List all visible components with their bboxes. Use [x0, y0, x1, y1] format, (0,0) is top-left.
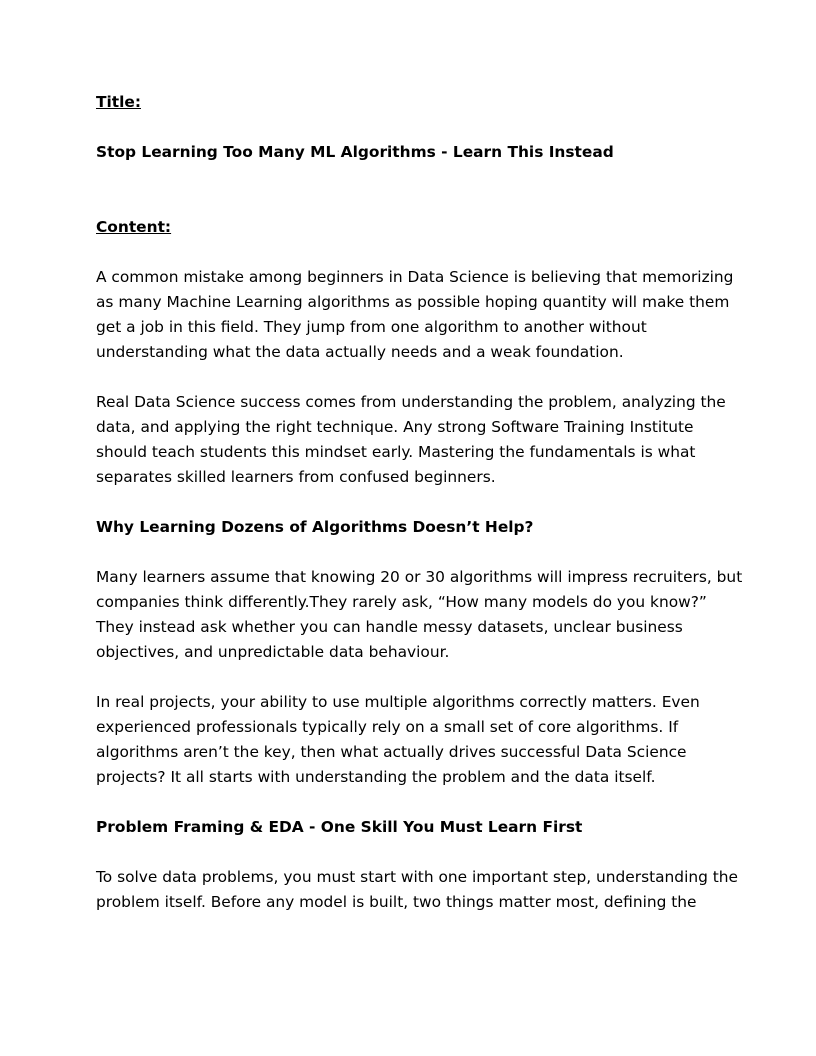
paragraph-line: A common mistake among beginners in Data Science is believing that memorizing	[96, 268, 734, 286]
paragraph-line: projects? It all starts with understanding the problem and the data itself.	[96, 768, 656, 786]
paragraph-line: In real projects, your ability to use multiple algorithms correctly matters. Even	[96, 693, 700, 711]
paragraph-line: To solve data problems, you must start with one important step, understanding the	[96, 868, 739, 886]
paragraph-1	[96, 265, 734, 365]
paragraph-line: understanding what the data actually needs and a weak foundation.	[96, 343, 624, 361]
section-heading-problem-framing: Problem Framing & EDA - One Skill You Must Learn First	[96, 818, 583, 836]
paragraph-line: should teach students this mindset early. Mastering the fundamentals is what	[96, 443, 696, 461]
paragraph-line: get a job in this field. They jump from one algorithm to another without	[96, 318, 647, 336]
content-label: Content:	[96, 218, 172, 236]
article-title: Stop Learning Too Many ML Algorithms - Learn This Instead	[96, 143, 614, 161]
paragraph-3	[96, 565, 743, 665]
paragraph-2	[96, 390, 726, 490]
paragraph-line: data, and applying the right technique. Any strong Software Training Institute	[96, 418, 694, 436]
paragraph-line: algorithms aren’t the key, then what actually drives successful Data Science	[96, 743, 687, 761]
section-heading-why-learning: Why Learning Dozens of Algorithms Doesn’t Help?	[96, 518, 534, 536]
paragraph-line: They instead ask whether you can handle messy datasets, unclear business	[96, 618, 683, 636]
paragraph-line: separates skilled learners from confused beginners.	[96, 468, 496, 486]
paragraph-4	[96, 690, 726, 790]
paragraph-5	[96, 865, 739, 915]
paragraph-line: objectives, and unpredictable data behaviour.	[96, 643, 450, 661]
document-page	[96, 90, 743, 915]
title-label: Title:	[96, 93, 141, 111]
paragraph-line: problem itself. Before any model is built, two things matter most, defining the	[96, 893, 697, 911]
paragraph-line: Many learners assume that knowing 20 or 30 algorithms will impress recruiters, but	[96, 568, 743, 586]
paragraph-line: companies think differently.They rarely ask, “How many models do you know?”	[96, 593, 707, 611]
paragraph-line: Real Data Science success comes from understanding the problem, analyzing the	[96, 393, 726, 411]
paragraph-line: experienced professionals typically rely on a small set of core algorithms. If	[96, 718, 679, 736]
paragraph-line: as many Machine Learning algorithms as possible hoping quantity will make them	[96, 293, 730, 311]
